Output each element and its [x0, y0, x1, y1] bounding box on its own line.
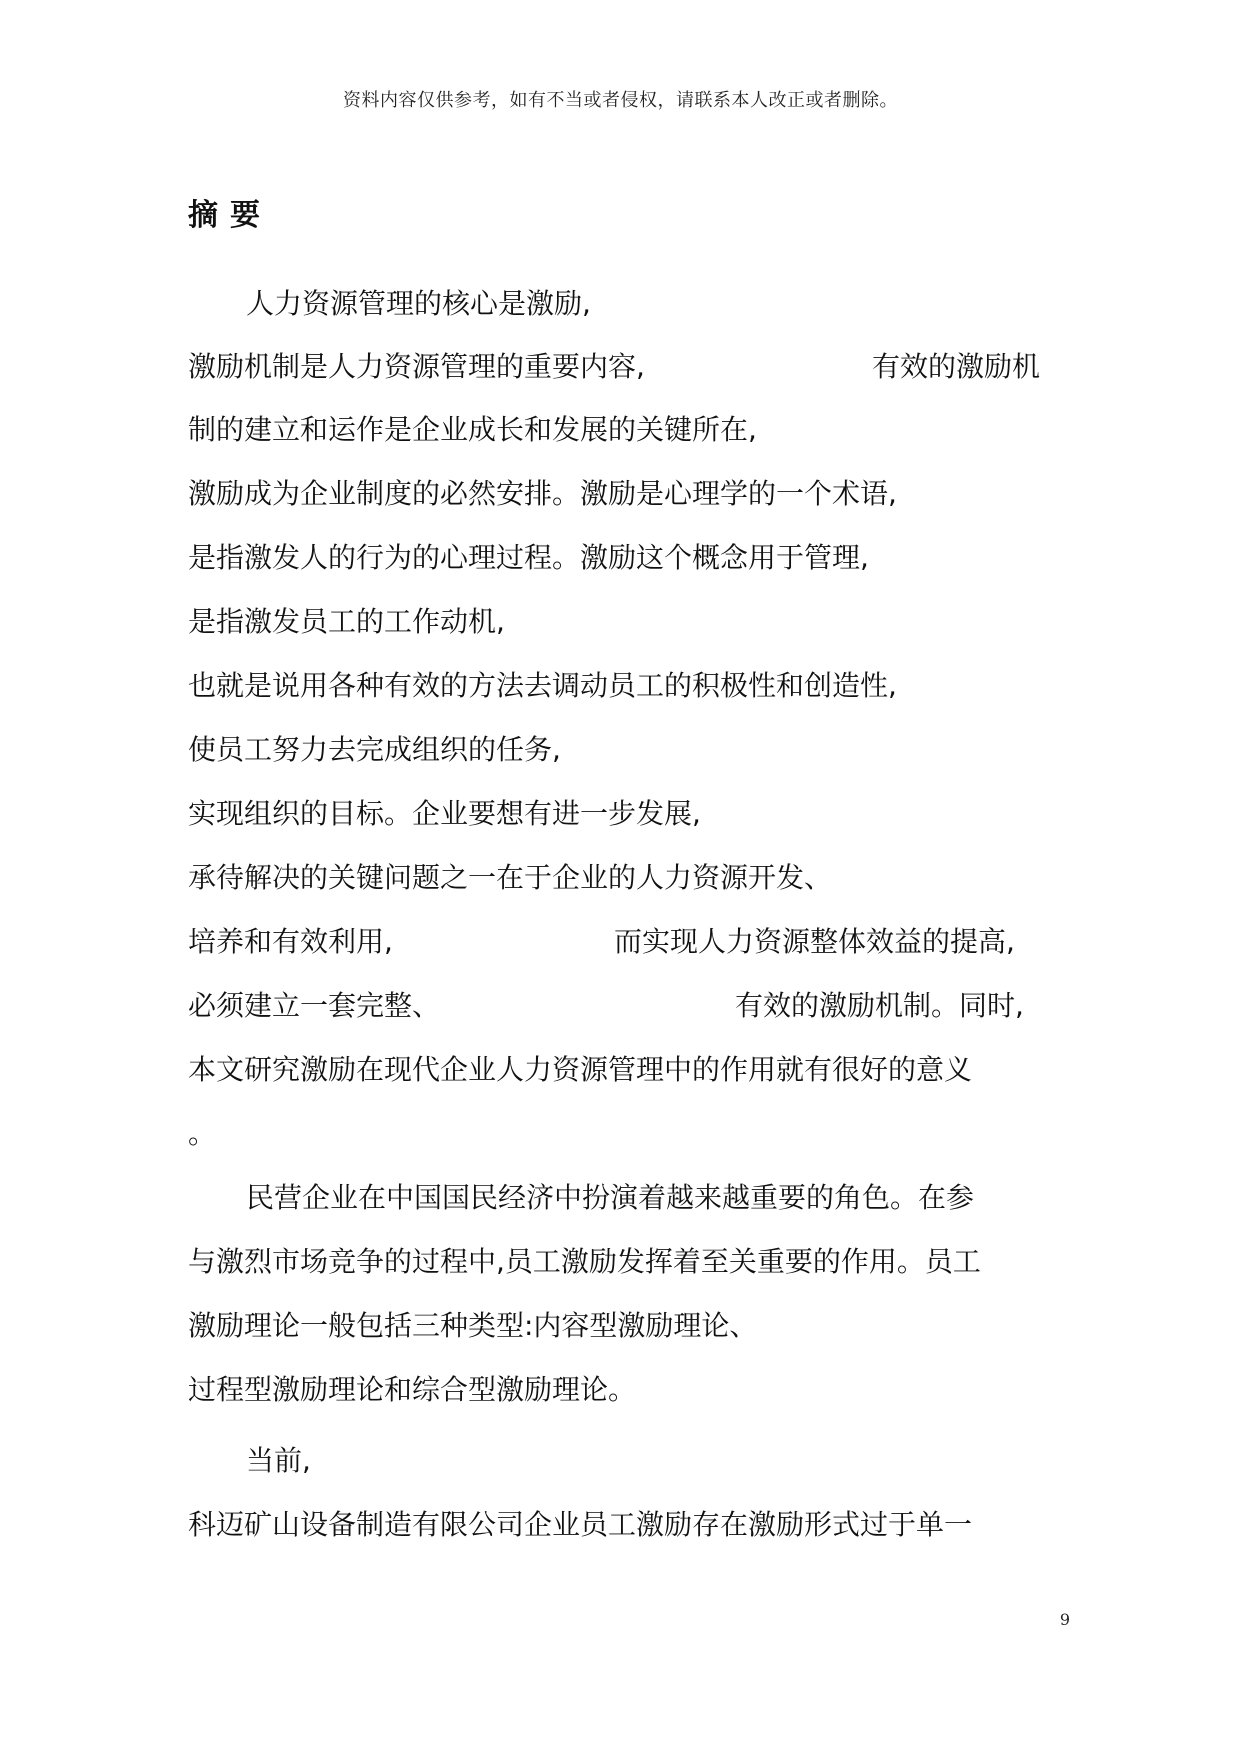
body-line: 与激烈市场竞争的过程中,员工激励发挥着至关重要的作用。员工: [188, 1245, 981, 1278]
body-line: 当前,: [246, 1444, 311, 1477]
body-line: 而实现人力资源整体效益的提高,: [614, 925, 1015, 958]
body-line: 必须建立一套完整、: [188, 989, 441, 1022]
body-line: 本文研究激励在现代企业人力资源管理中的作用就有很好的意义: [188, 1053, 973, 1086]
body-line: 科迈矿山设备制造有限公司企业员工激励存在激励形式过于单一: [188, 1508, 973, 1541]
body-line: 有效的激励机制。同时,: [735, 989, 1024, 1022]
body-line: 培养和有效利用,: [188, 925, 393, 958]
body-line: 制的建立和运作是企业成长和发展的关键所在,: [188, 413, 757, 446]
body-line: 激励理论一般包括三种类型:内容型激励理论、: [188, 1309, 758, 1342]
body-line: 激励成为企业制度的必然安排。激励是心理学的一个术语,: [188, 477, 897, 510]
body-line: 激励机制是人力资源管理的重要内容,: [188, 350, 645, 383]
body-line: 使员工努力去完成组织的任务,: [188, 733, 561, 766]
body-line: 人力资源管理的核心是激励,: [246, 287, 591, 320]
body-line: 是指激发人的行为的心理过程。激励这个概念用于管理,: [188, 541, 869, 574]
body-line: 过程型激励理论和综合型激励理论。: [188, 1373, 637, 1406]
body-line: 有效的激励机: [872, 350, 1041, 383]
body-line: 承待解决的关键问题之一在于企业的人力资源开发、: [188, 861, 833, 894]
body-line: 。: [188, 1117, 217, 1150]
body-line: 民营企业在中国国民经济中扮演着越来越重要的角色。在参: [246, 1181, 975, 1214]
disclaimer-header: 资料内容仅供参考，如有不当或者侵权，请联系本人改正或者删除。: [343, 90, 898, 111]
section-title: 摘要: [188, 198, 272, 233]
body-line: 也就是说用各种有效的方法去调动员工的积极性和创造性,: [188, 669, 897, 702]
body-line: 实现组织的目标。企业要想有进一步发展,: [188, 797, 701, 830]
body-line: 是指激发员工的工作动机,: [188, 605, 505, 638]
page-number: 9: [1059, 1610, 1070, 1629]
